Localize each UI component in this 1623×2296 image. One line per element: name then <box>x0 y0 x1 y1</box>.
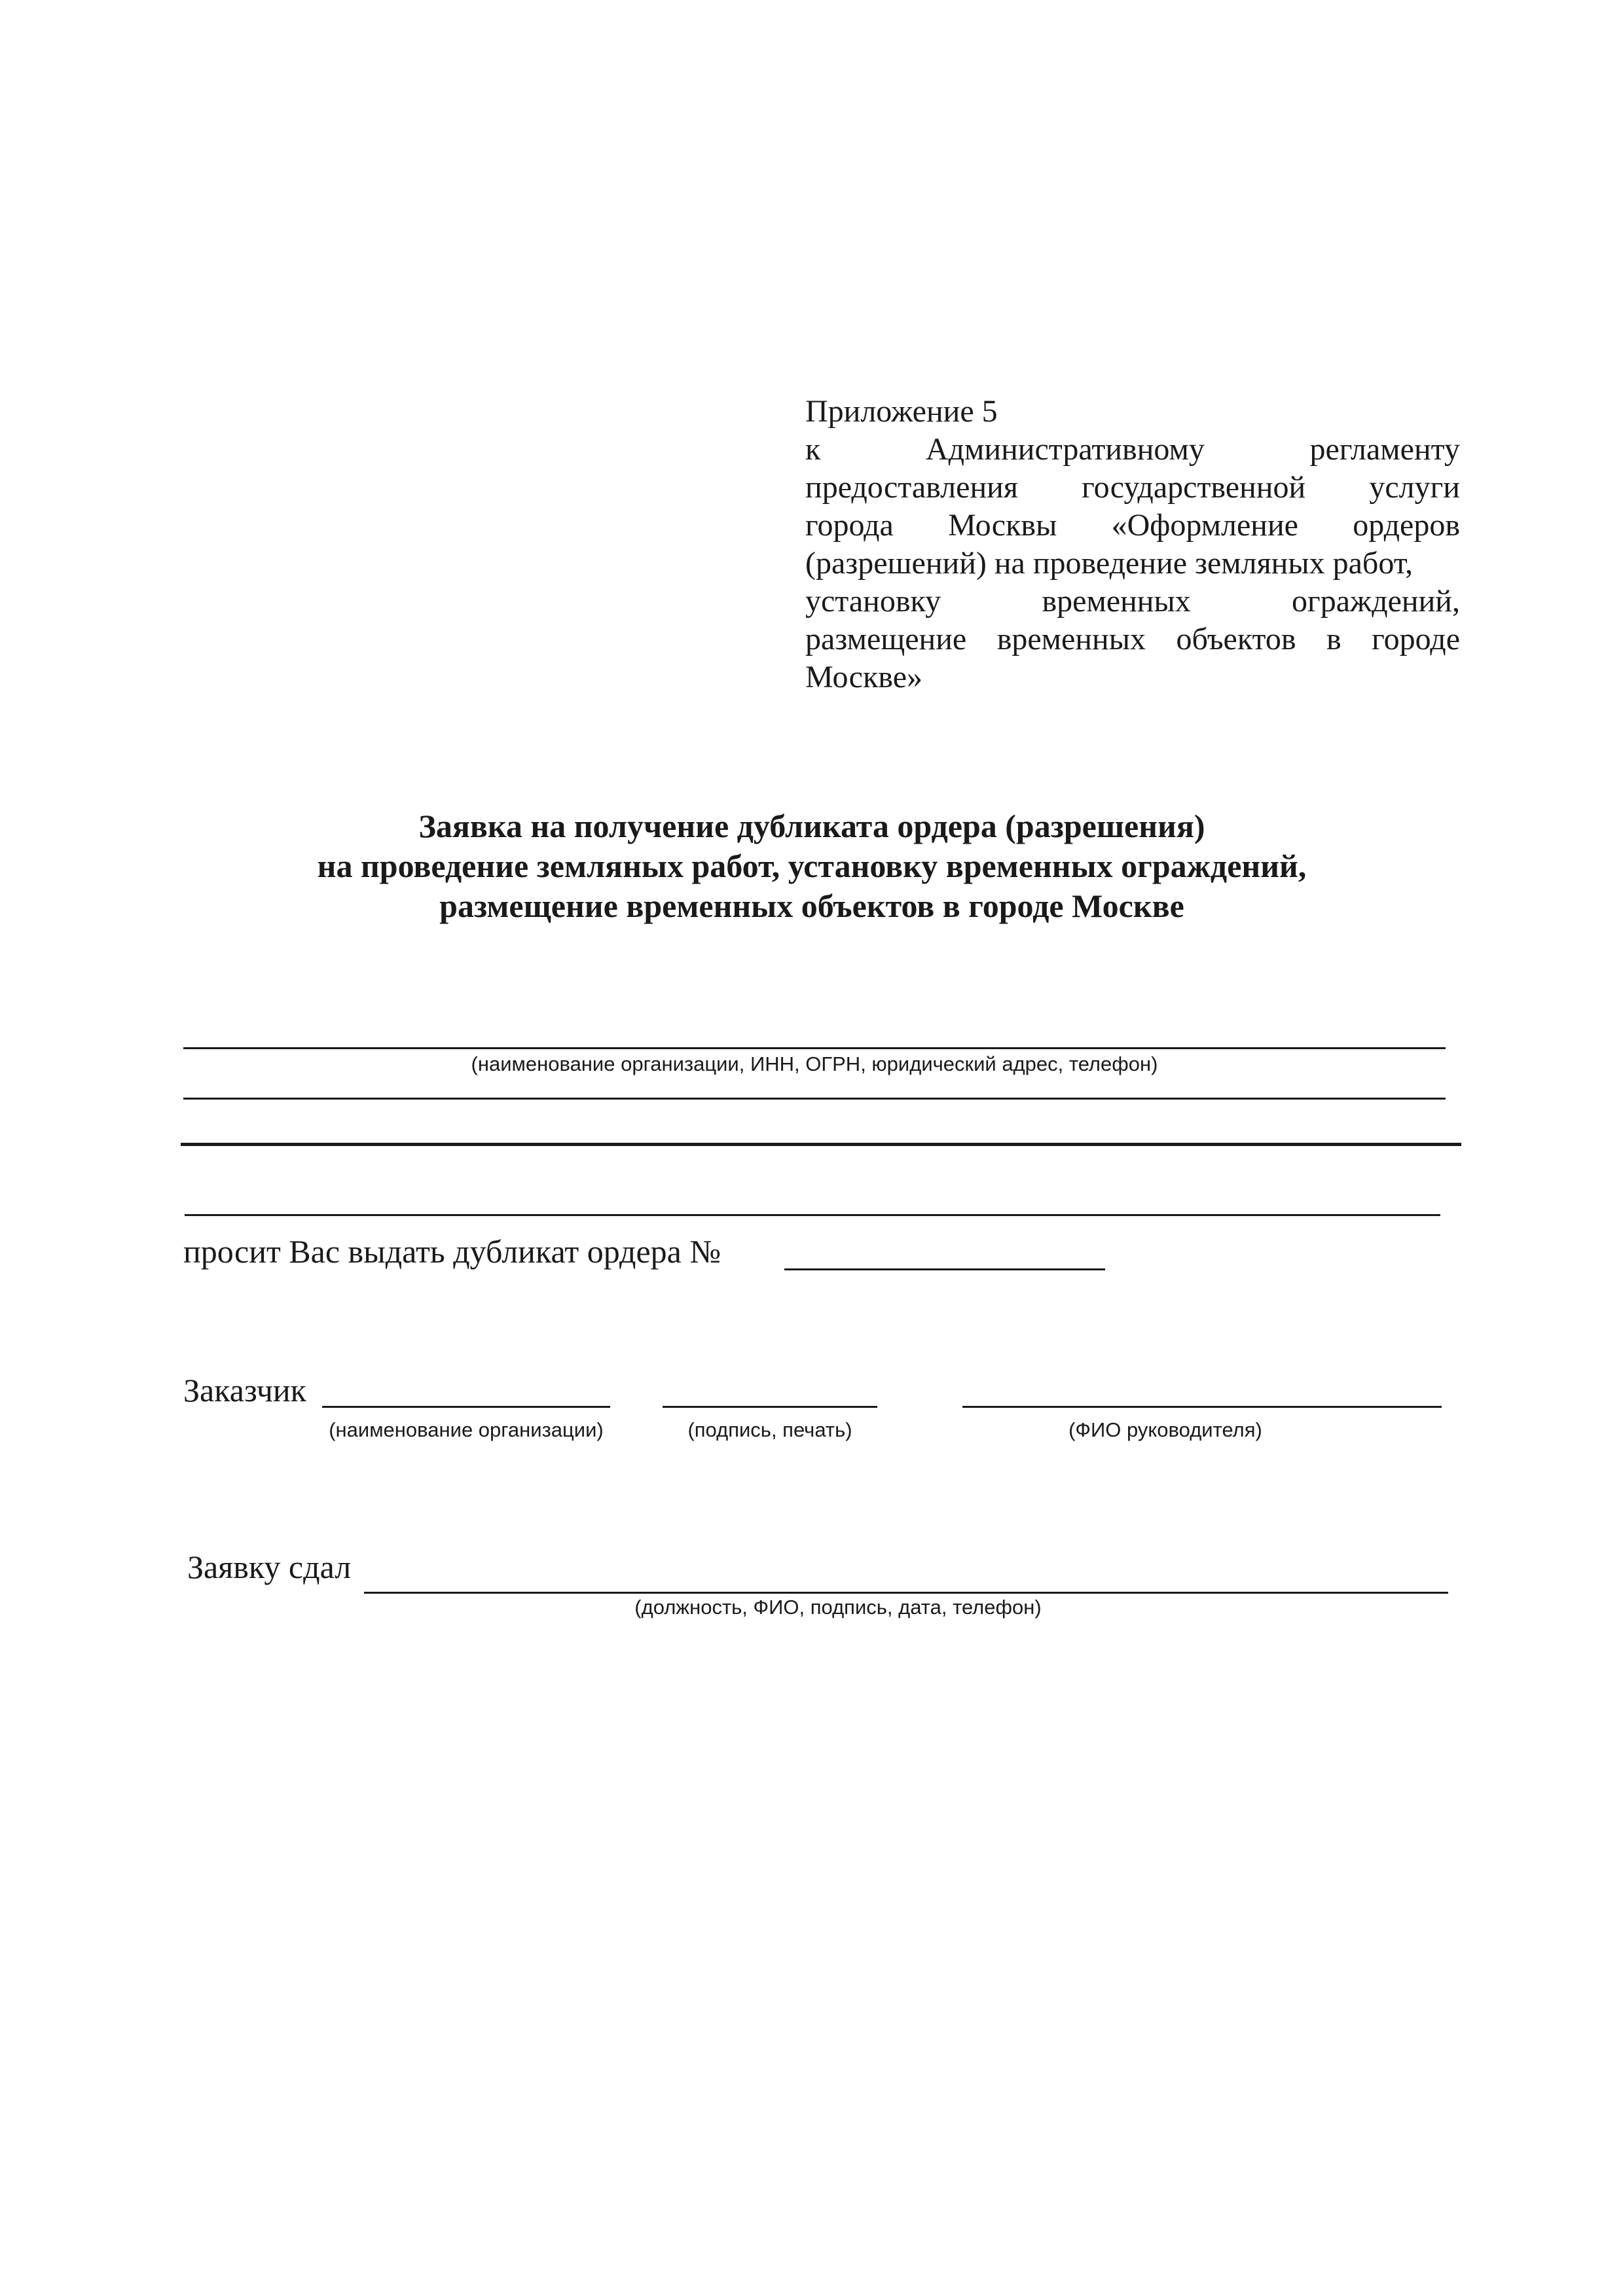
customer-org-caption: (наименование организации) <box>329 1418 604 1441</box>
appendix-word: объектов <box>1176 622 1296 656</box>
appendix-word: Москвы <box>948 508 1057 543</box>
customer-signature-line[interactable] <box>663 1406 877 1408</box>
appendix-word: временных <box>996 622 1146 656</box>
org-info-line-4[interactable] <box>185 1214 1440 1216</box>
customer-head-line[interactable] <box>962 1406 1442 1408</box>
org-info-caption: (наименование организации, ИНН, ОГРН, юридический адрес, телефон) <box>471 1052 1158 1075</box>
appendix-word: государственной <box>1082 470 1306 505</box>
appendix-line-3 <box>805 469 1460 507</box>
customer-head-caption: (ФИО руководителя) <box>1068 1418 1262 1441</box>
appendix-word: «Оформление <box>1111 508 1298 543</box>
appendix-word: предоставления <box>805 470 1018 505</box>
appendix-line-5: (разрешений) на проведение земляных работ, <box>805 546 1413 581</box>
appendix-word: города <box>805 508 894 543</box>
org-info-line-1[interactable] <box>183 1047 1446 1049</box>
appendix-word: услуги <box>1369 470 1460 505</box>
customer-org-line[interactable] <box>322 1406 610 1408</box>
org-info-line-2[interactable] <box>183 1098 1446 1100</box>
appendix-word: регламенту <box>1309 432 1460 467</box>
appendix-word: ордеров <box>1353 508 1460 543</box>
title-line-1: Заявка на получение дубликата ордера (разрешения) <box>418 808 1205 844</box>
appendix-word: установку <box>805 584 941 619</box>
appendix-line-1: Приложение 5 <box>805 394 998 429</box>
document-title <box>157 806 1467 926</box>
appendix-word: ограждений, <box>1292 584 1460 619</box>
appendix-word: временных <box>1042 584 1191 619</box>
request-text: просит Вас выдать дубликат ордера № <box>183 1233 721 1270</box>
customer-label: Заказчик <box>183 1372 306 1408</box>
title-line-3: размещение временных объектов в городе Москве <box>439 888 1184 924</box>
appendix-word: в <box>1326 622 1341 656</box>
org-info-line-3[interactable] <box>181 1143 1461 1146</box>
appendix-word: городе <box>1372 622 1460 656</box>
appendix-block <box>805 393 1460 696</box>
customer-signature-caption: (подпись, печать) <box>687 1418 852 1441</box>
appendix-word: размещение <box>805 622 967 656</box>
title-line-2: на проведение земляных работ, установку временных ограждений, <box>317 848 1307 884</box>
appendix-line-8: Москве» <box>805 660 922 694</box>
submitted-caption: (должность, ФИО, подпись, дата, телефон) <box>634 1596 1042 1619</box>
appendix-line-6 <box>805 583 1460 620</box>
appendix-line-4 <box>805 507 1460 545</box>
appendix-word: Административному <box>925 432 1205 467</box>
appendix-line-2 <box>805 431 1460 469</box>
submitted-line[interactable] <box>364 1592 1448 1594</box>
order-number-line[interactable] <box>784 1268 1105 1270</box>
appendix-line-7 <box>805 620 1460 658</box>
submitted-label: Заявку сдал <box>187 1549 352 1585</box>
appendix-word: к <box>805 432 821 467</box>
